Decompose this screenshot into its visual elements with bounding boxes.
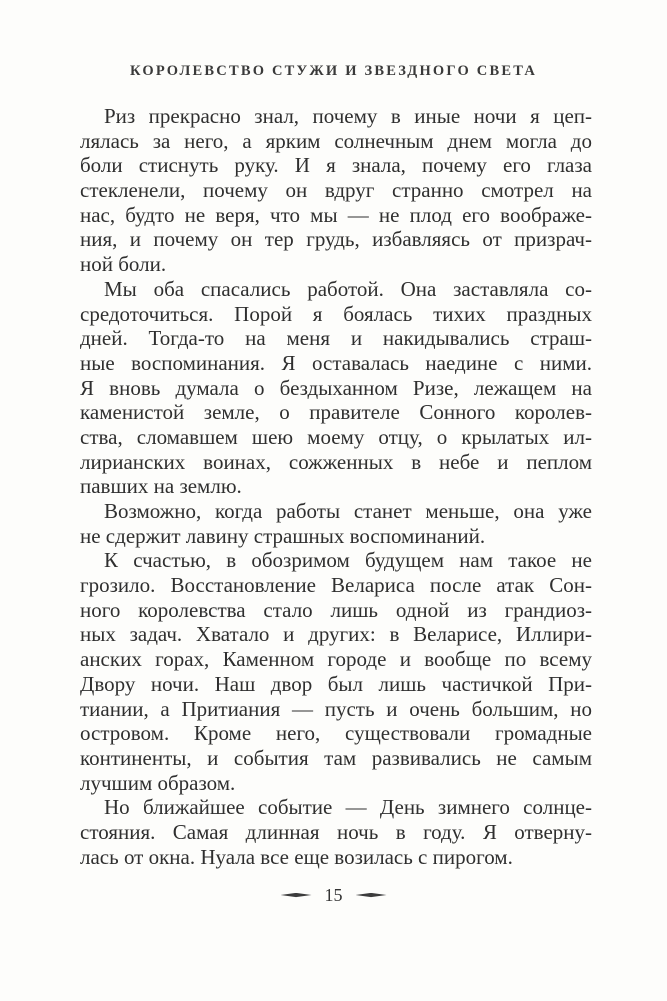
text-line: не сдержит лавину страшных воспоминаний. — [80, 523, 486, 548]
text-line: дней. Тогда-то на меня и накидывались страш- — [80, 326, 592, 351]
text-line: ства, сломавшем шею моему отцу, о крылатых ил- — [80, 424, 592, 449]
text-line: стекленели, почему он вдруг странно смотрел на — [80, 178, 592, 203]
tapered-dash-icon — [356, 893, 387, 898]
text-line: Но ближайшее событие — День зимнего солнце- — [104, 795, 592, 820]
text-line: стояния. Самая длинная ночь в году. Я отверну- — [80, 819, 592, 844]
text-line: анских горах, Каменном городе и вообще по всему — [80, 647, 592, 672]
paragraph — [80, 499, 592, 548]
text-line: ной боли. — [80, 252, 167, 277]
text-line: ных задач. Хватало и других: в Веларисе, Иллири- — [80, 622, 592, 647]
text-line: средоточиться. Порой я боялась тихих праздных — [80, 301, 592, 326]
text-line: ного королевства стало лишь одной из грандиоз- — [80, 597, 592, 622]
text-line: континенты, и события там развивались не самым — [80, 745, 592, 770]
text-line: ния, и почему он тер грудь, избавляясь от призрач- — [80, 227, 592, 252]
text-line: ные воспоминания. Я оставалась наедине с ними. — [80, 350, 592, 375]
text-line: Возможно, когда работы станет меньше, она уже — [104, 499, 592, 523]
text-line: нас, будто не веря, что мы — не плод его воображе- — [80, 202, 592, 227]
paragraph — [80, 548, 592, 795]
text-line: лялась за него, а ярким солнечным днем могла до — [80, 128, 592, 153]
text-block — [80, 104, 592, 869]
tapered-dash-icon — [281, 893, 312, 898]
text-line: тиании, а Притиания — пусть и очень большим, но — [80, 696, 592, 721]
page-number: 15 — [324, 885, 343, 905]
text-line: лучшим образом. — [80, 770, 236, 795]
text-line: боли стиснуть руку. И я знала, почему его глаза — [80, 153, 592, 178]
paragraph — [80, 104, 592, 277]
paragraph — [80, 277, 592, 499]
text-line: Я вновь думала о бездыханном Ризе, лежащем на — [80, 375, 592, 400]
text-line: грозило. Восстановление Велариса после атак Сон- — [80, 573, 592, 598]
text-line: островом. Кроме него, существовали громадные — [80, 721, 592, 746]
running-head: КОРОЛЕВСТВО СТУЖИ И ЗВЕЗДНОГО СВЕТА — [129, 63, 538, 79]
text-line: Риз прекрасно знал, почему в иные ночи я цеп- — [104, 104, 592, 128]
text-line: Двору ночи. Наш двор был лишь частичкой При- — [80, 671, 592, 696]
text-line: лась от окна. Нуала все еще возилась с пирогом. — [80, 844, 513, 869]
text-line: Мы оба спасались работой. Она заставляла со- — [104, 276, 592, 301]
paragraph — [80, 795, 592, 869]
page-footer — [0, 886, 667, 904]
text-line: К счастью, в обозримом будущем нам такое не — [104, 548, 592, 573]
text-line: каменистой земле, о правителе Сонного королев- — [80, 400, 592, 425]
text-line: павших на землю. — [80, 474, 242, 499]
text-line: лирианских воинах, сожженных в небе и пеплом — [80, 449, 592, 474]
